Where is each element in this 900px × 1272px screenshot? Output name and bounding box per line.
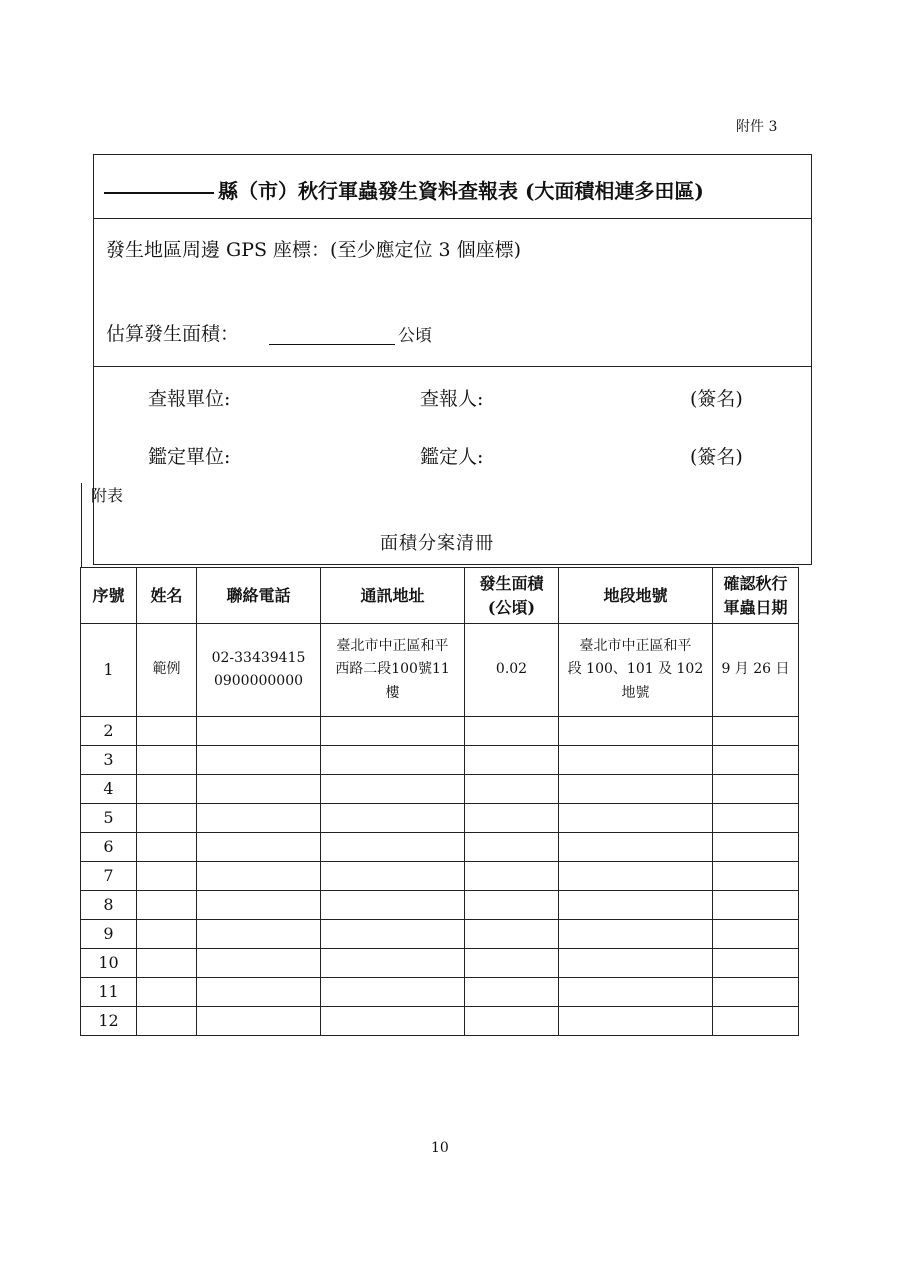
example-address-2: 西路二段100號11 <box>335 661 450 678</box>
header-date-line-1: 確認秋行 <box>723 573 788 593</box>
table-cell[interactable] <box>713 775 799 804</box>
identifier-label: 鑑定人: <box>420 446 484 468</box>
gps-label: 發生地區周邊 GPS 座標：(至少應定位 3 個座標) <box>106 239 522 261</box>
table-cell[interactable] <box>197 717 321 746</box>
table-row <box>81 891 799 920</box>
table-cell[interactable] <box>197 920 321 949</box>
table-cell[interactable] <box>137 949 197 978</box>
table-cell[interactable] <box>559 949 713 978</box>
table-cell[interactable] <box>137 978 197 1007</box>
form-title-row <box>94 155 811 219</box>
table-cell[interactable] <box>559 891 713 920</box>
table-cell[interactable] <box>559 862 713 891</box>
table-cell[interactable] <box>465 804 559 833</box>
table-cell[interactable] <box>321 978 465 1007</box>
area-blank-line[interactable] <box>269 344 395 345</box>
table-cell[interactable] <box>197 833 321 862</box>
area-register-table <box>80 567 799 1036</box>
table-cell[interactable] <box>137 891 197 920</box>
example-phone[interactable] <box>197 624 321 717</box>
example-address-1: 臺北市中正區和平 <box>336 638 449 655</box>
table-cell[interactable] <box>197 1007 321 1036</box>
table-cell[interactable] <box>137 833 197 862</box>
table-cell[interactable] <box>197 891 321 920</box>
example-phone-2: 0900000000 <box>213 673 304 689</box>
table-cell[interactable] <box>137 717 197 746</box>
table-cell[interactable] <box>465 978 559 1007</box>
table-cell[interactable] <box>559 978 713 1007</box>
table-cell[interactable] <box>321 804 465 833</box>
table-cell[interactable] <box>197 746 321 775</box>
table-cell[interactable] <box>321 1007 465 1036</box>
page-number: 10 <box>431 1140 449 1156</box>
row-seq: 4 <box>81 775 137 804</box>
reporter-label: 查報人: <box>420 388 484 410</box>
row-seq: 3 <box>81 746 137 775</box>
table-cell[interactable] <box>465 833 559 862</box>
row-seq: 9 <box>81 920 137 949</box>
header-area-line-1: 發生面積 <box>479 573 544 593</box>
table-cell[interactable] <box>713 717 799 746</box>
row-seq: 6 <box>81 833 137 862</box>
table-cell[interactable] <box>137 804 197 833</box>
example-parcel-3: 地號 <box>621 684 650 701</box>
example-parcel-1: 臺北市中正區和平 <box>579 638 692 655</box>
table-cell[interactable] <box>713 833 799 862</box>
area-unit: 公頃 <box>398 326 432 346</box>
table-cell[interactable] <box>197 804 321 833</box>
table-cell[interactable] <box>137 1007 197 1036</box>
row-seq: 5 <box>81 804 137 833</box>
table-cell[interactable] <box>321 833 465 862</box>
table-cell[interactable] <box>465 862 559 891</box>
table-cell[interactable] <box>321 746 465 775</box>
table-row <box>81 717 799 746</box>
table-cell[interactable] <box>465 920 559 949</box>
row-seq: 11 <box>81 978 137 1007</box>
table-cell[interactable] <box>713 746 799 775</box>
example-address[interactable] <box>321 624 465 717</box>
table-cell[interactable] <box>321 891 465 920</box>
table-cell[interactable] <box>137 775 197 804</box>
table-cell[interactable] <box>713 891 799 920</box>
identify-unit-label: 鑑定單位: <box>148 446 231 468</box>
table-cell[interactable] <box>465 949 559 978</box>
table-cell[interactable] <box>559 717 713 746</box>
table-cell[interactable] <box>559 746 713 775</box>
table-cell[interactable] <box>197 978 321 1007</box>
table-cell[interactable] <box>713 949 799 978</box>
table-row <box>81 833 799 862</box>
table-row <box>81 804 799 833</box>
county-blank-line[interactable] <box>104 192 214 194</box>
table-cell[interactable] <box>321 775 465 804</box>
example-parcel[interactable] <box>559 624 713 717</box>
table-cell[interactable] <box>321 862 465 891</box>
example-seq: 1 <box>81 624 137 717</box>
table-cell[interactable] <box>713 804 799 833</box>
table-row <box>81 775 799 804</box>
table-cell[interactable] <box>713 920 799 949</box>
attachment-label: 附件 3 <box>736 119 778 135</box>
table-cell[interactable] <box>321 717 465 746</box>
example-name[interactable]: 範例 <box>137 624 197 717</box>
identifier-sign: (簽名) <box>690 446 743 468</box>
table-row <box>81 1007 799 1036</box>
row-seq: 12 <box>81 1007 137 1036</box>
table-cell[interactable] <box>465 717 559 746</box>
table-cell[interactable] <box>559 1007 713 1036</box>
header-parcel: 地段地號 <box>559 568 713 624</box>
header-address: 通訊地址 <box>321 568 465 624</box>
table-header-row <box>81 568 799 624</box>
table-row-example <box>81 624 799 717</box>
example-area[interactable]: 0.02 <box>465 624 559 717</box>
table-cell[interactable] <box>197 862 321 891</box>
area-label: 估算發生面積： <box>106 323 240 345</box>
appendix-border <box>81 483 82 568</box>
table-cell[interactable] <box>713 862 799 891</box>
table-row <box>81 949 799 978</box>
table-cell[interactable] <box>465 1007 559 1036</box>
table-cell[interactable] <box>197 949 321 978</box>
example-date[interactable]: 9 月 26 日 <box>713 624 799 717</box>
table-row <box>81 746 799 775</box>
row-seq: 2 <box>81 717 137 746</box>
header-seq: 序號 <box>81 568 137 624</box>
header-date-line-2: 軍蟲日期 <box>723 597 788 617</box>
table-cell[interactable] <box>197 775 321 804</box>
row-seq: 8 <box>81 891 137 920</box>
table-cell[interactable] <box>465 775 559 804</box>
table-cell[interactable] <box>559 804 713 833</box>
report-unit-label: 查報單位: <box>148 388 231 410</box>
table-row <box>81 920 799 949</box>
row-seq: 10 <box>81 949 137 978</box>
table-cell[interactable] <box>713 978 799 1007</box>
table-cell[interactable] <box>321 920 465 949</box>
appendix-label: 附表 <box>91 486 124 505</box>
table-row <box>81 978 799 1007</box>
row-seq: 7 <box>81 862 137 891</box>
header-area <box>465 568 559 624</box>
table-cell[interactable] <box>321 949 465 978</box>
table-cell[interactable] <box>137 862 197 891</box>
header-area-line-2: (公頃) <box>487 597 536 617</box>
header-name: 姓名 <box>137 568 197 624</box>
table-cell[interactable] <box>137 746 197 775</box>
table-cell[interactable] <box>559 920 713 949</box>
table-row <box>81 862 799 891</box>
table-cell[interactable] <box>559 775 713 804</box>
reporter-sign: (簽名) <box>690 388 743 410</box>
table-cell[interactable] <box>559 833 713 862</box>
form-title: 縣（市）秋行軍蟲發生資料查報表 (大面積相連多田區) <box>218 179 704 203</box>
register-title: 面積分案清冊 <box>380 533 494 554</box>
table-cell[interactable] <box>465 891 559 920</box>
table-cell[interactable] <box>713 1007 799 1036</box>
header-date <box>713 568 799 624</box>
example-parcel-2: 段 100、101 及 102 <box>567 661 704 678</box>
example-address-3: 樓 <box>385 684 400 701</box>
table-cell[interactable] <box>137 920 197 949</box>
example-phone-1: 02-33439415 <box>211 649 306 666</box>
signature-section <box>94 367 811 485</box>
header-phone: 聯絡電話 <box>197 568 321 624</box>
report-form <box>93 154 812 565</box>
gps-section <box>94 219 811 367</box>
table-cell[interactable] <box>465 746 559 775</box>
